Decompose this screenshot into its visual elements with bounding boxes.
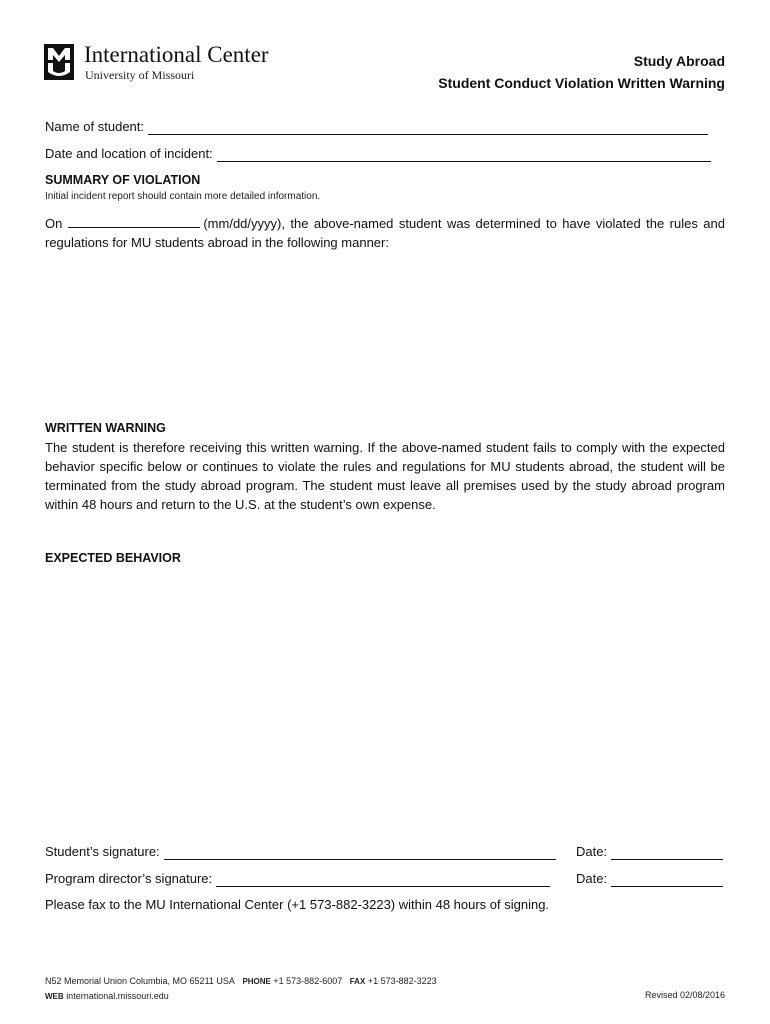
director-date-input[interactable] [611, 874, 723, 887]
footer-phone: +1 573-882-6007 [273, 976, 343, 986]
footer-address: N52 Memorial Union Columbia, MO 65211 USA [45, 976, 235, 986]
student-name-label: Name of student: [45, 119, 144, 134]
document-title [438, 50, 725, 94]
footer-line-1 [45, 974, 437, 989]
summary-sentence [45, 214, 725, 252]
director-signature-field [45, 871, 550, 887]
warning-text: The student is therefore receiving this written warning. If the above-named student fails to comply with the expected behavior specific below or continues to violate the rules and regulations for MU students abroad, the student will be terminated from the study abroad program. The student must leave all premises used by the study abroad program within 48 hours and return to the U.S. at the student’s own expense. [45, 440, 725, 512]
title-line-1: Study Abroad [633, 53, 725, 69]
student-signature-input[interactable] [164, 847, 556, 860]
student-date-label: Date: [576, 844, 608, 859]
footer-web-label: WEB [45, 992, 64, 1001]
footer-line-2 [45, 989, 437, 1004]
org-name: International Center [84, 42, 269, 67]
on-label: On [45, 216, 63, 231]
footer-fax-label: FAX [349, 977, 366, 986]
footer-fax: +1 573-882-3223 [367, 976, 437, 986]
footer-contact [45, 974, 437, 1004]
date-location-label: Date and location of incident: [45, 146, 213, 161]
director-date-label: Date: [576, 871, 608, 886]
date-location-input[interactable] [217, 149, 711, 162]
date-location-field [45, 146, 711, 162]
student-name-input[interactable] [148, 122, 708, 135]
director-signature-input[interactable] [216, 874, 550, 887]
footer-web: international.missouri.edu [66, 991, 169, 1001]
director-signature-label: Program director’s signature: [45, 871, 213, 886]
summary-note: Initial incident report should contain more detailed information. [45, 191, 321, 202]
violation-date-input[interactable] [68, 215, 200, 228]
student-date-field [576, 844, 723, 860]
mu-logo-icon [44, 44, 74, 80]
revised-date: Revised 02/08/2016 [644, 990, 725, 1000]
student-signature-field [45, 844, 556, 860]
fax-instruction: Please fax to the MU International Center (+1 573-882-3223) within 48 hours of signing. [45, 897, 550, 912]
title-line-2: Student Conduct Violation Written Warning [438, 75, 725, 91]
student-signature-label: Student’s signature: [45, 844, 160, 859]
warning-heading: WRITTEN WARNING [45, 421, 166, 435]
summary-heading: SUMMARY OF VIOLATION [45, 173, 201, 187]
summary-description-area[interactable] [45, 260, 725, 410]
org-subtitle: University of Missouri [85, 68, 195, 82]
expected-behavior-area[interactable] [45, 570, 725, 830]
director-date-field [576, 871, 723, 887]
expected-behavior-heading: EXPECTED BEHAVIOR [45, 551, 181, 565]
summary-text: (mm/dd/yyyy), the above-named student was determined to have violated the rules and regulations for MU students abroad in the following manner: [45, 216, 725, 250]
student-name-field [45, 119, 708, 135]
student-date-input[interactable] [611, 847, 723, 860]
footer-phone-label: PHONE [242, 977, 271, 986]
